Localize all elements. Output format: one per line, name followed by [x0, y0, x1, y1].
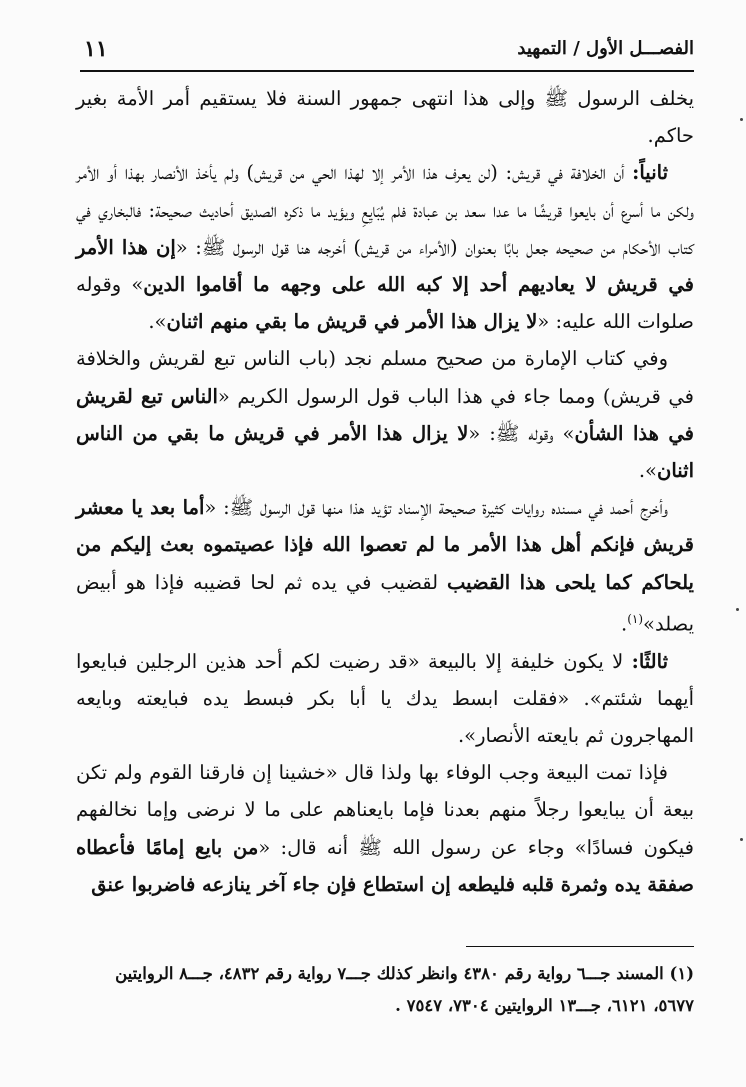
emphasized-text: ثانياً:: [632, 161, 668, 185]
paragraph: [76, 154, 694, 340]
emphasized-text: من بايع إمامًا فأعطاه صفقة يده وثمرة قلبه فليطعه إن استطاع فإن جاء آخر ينازعه فاضربوا عنق: [76, 835, 694, 896]
paragraph: [76, 489, 694, 642]
paragraph: [76, 340, 694, 489]
text-run: ».: [148, 310, 167, 334]
header-rule: [80, 70, 694, 72]
text-run: .: [621, 612, 628, 636]
paragraph: [76, 80, 694, 154]
paragraph: [76, 754, 694, 903]
emphasized-text: إن هذا الأمر في قريش لا يعاديهم أحد إلا كبه الله على وجهه ما أقاموا الدين: [76, 235, 694, 297]
text-run: لقضيب في يده ثم لحا قضيبه فإذا هو أبيض يصلد»: [76, 570, 694, 636]
footnote: (١) المسند جـــ٦ رواية رقم ٤٣٨٠ وانظر كذلك جـــ٧ رواية رقم ٤٨٣٢، جـــ٨ الروايتين ٥٦٧٧، ٦١٢١، جـــ١٣ الروايتين ٧٣٠٤، ٧٥٤٧ .: [115, 964, 694, 1015]
text-run: لا يكون خليفة إلا بالبيعة «قد رضيت لكم أحد هذين الرجلين فبايعوا أيهما شئتم». «فقلت ابسط يدك يا أبا بكر فبسط يده فبايعته وبايعه المهاجرون ثم بايعته الأنصار».: [76, 649, 694, 747]
text-run: يخلف الرسول ﷺ وإلى هذا انتهى جمهور السنة فلا يستقيم أمر الأمة بغير حاكم.: [76, 87, 694, 148]
emphasized-text: ثالثًا:: [631, 649, 668, 673]
emphasized-text: الناس تبع لقريش في هذا الشأن: [76, 384, 695, 445]
page-header: [80, 36, 694, 72]
footnote-rule: [466, 946, 694, 947]
scan-speck: [740, 118, 743, 121]
text-run: فإذا تمت البيعة وجب الوفاء بها ولذا قال «خشينا إن فارقنا القوم ولم تكن بيعة أن يبايعوا رجلاً منهم بعدنا فإما بايعناهم على ما لا نرضى وإما نخالفهم فيكون فسادًا» وجاء عن رسول الله ﷺ أنه قال: «: [76, 761, 694, 859]
text-run: أن الخلافة في قريش: (لن يعرف هذا الأمر إلا لهذا الحي من قريش) ولم يأخذ الأنصار بهذا أو الأمر ولكن ما أسرع أن بايعوا قريشًا ما عدا سعد بن عبادة فلم يُبَايِعِ ويؤيد ما ذكره الصديق أحاديث صحيحة: فالبخاري في كتاب الأحكام من صحيحه جعل بابًا بعنوان (الأمراء من قريش) أخرجه هنا قول الرسول ﷺ: «: [76, 161, 694, 259]
running-title: الفصـــل الأول / التمهيد: [517, 38, 694, 59]
text-run: ».: [638, 459, 657, 483]
emphasized-text: لا يزال هذا الأمر في قريش ما بقي منهم اثنان: [166, 310, 538, 334]
emphasized-text: لا يزال هذا الأمر في قريش ما بقي من الناس اثنان: [76, 421, 694, 483]
text-run: وأخرج أحمد في مسنده روايات كثيرة صحيحة الإسناد تؤيد هذا منها قول الرسول ﷺ: «: [204, 496, 668, 520]
scan-speck: [736, 608, 739, 611]
emphasized-text: أما بعد يا معشر قريش فإنكم أهل هذا الأمر ما لم تعصوا الله فإذا عصيتموه بعث إليكم من يلحاكم كما يلحى هذا القضيب: [76, 496, 694, 594]
main-text: [76, 80, 694, 903]
scan-speck: [740, 838, 743, 841]
footnotes: [74, 958, 694, 1022]
text-run: وفي كتاب الإمارة من صحيح مسلم نجد (باب الناس تبع لقريش والخلافة في قريش) ومما جاء في هذا الباب قول الرسول الكريم «: [76, 347, 694, 408]
paragraph: [76, 643, 694, 755]
text-run: » وقوله ﷺ: «: [468, 421, 575, 445]
page-number: ١١: [84, 36, 108, 62]
text-run: » وقوله صلوات الله عليه: «: [76, 273, 694, 334]
footnote-ref[interactable]: (١): [627, 611, 644, 626]
